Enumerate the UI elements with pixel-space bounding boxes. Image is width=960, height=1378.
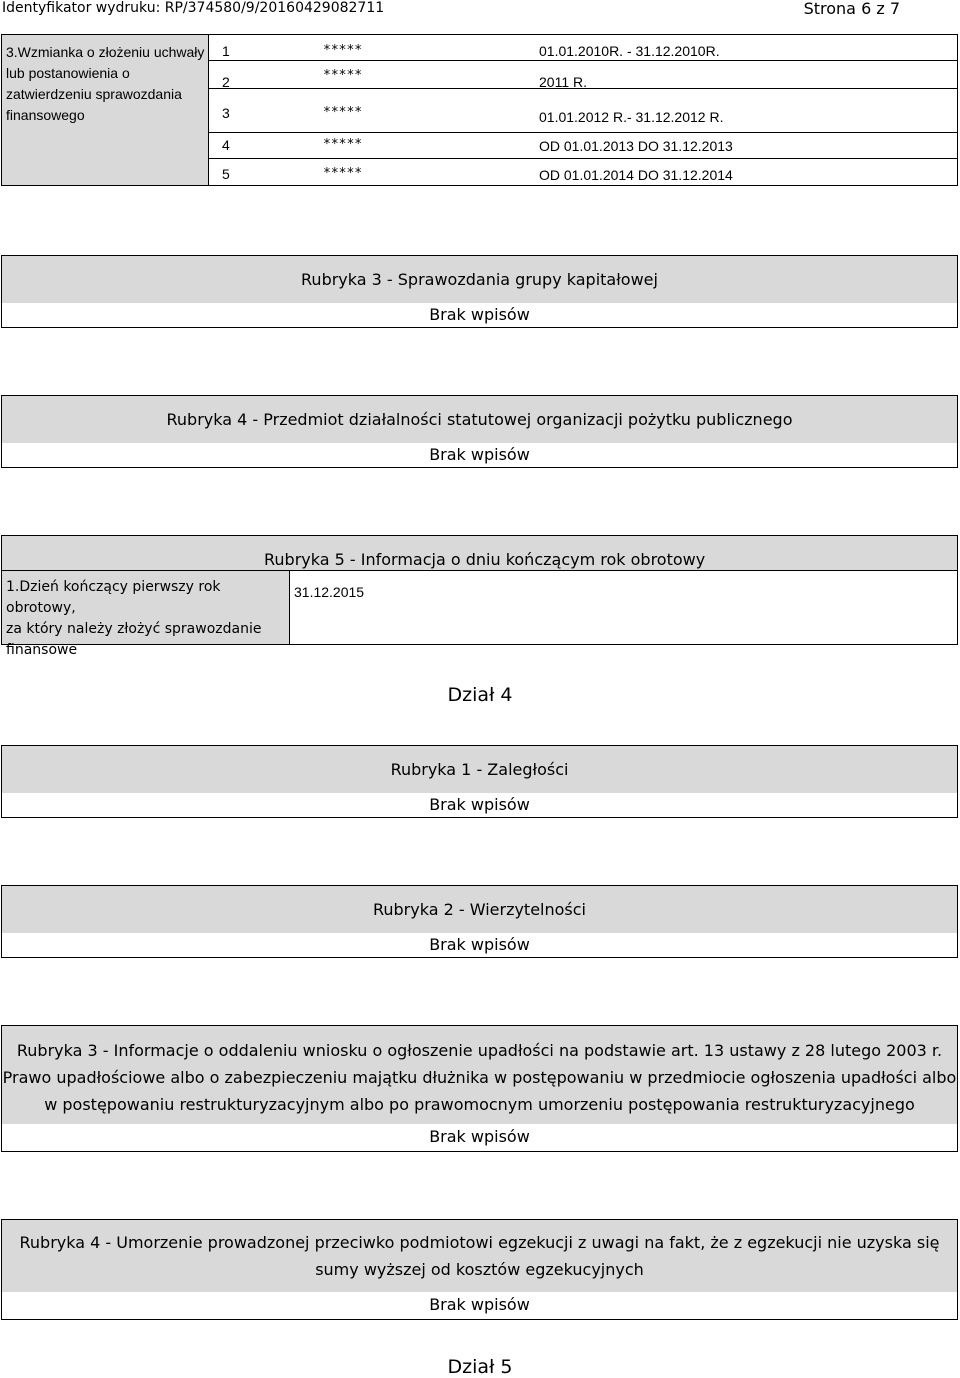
section-arrears <box>1 745 958 818</box>
table-row: 4 ***** OD 01.01.2013 DO 31.12.2013 <box>209 133 957 159</box>
resolution-mention-table <box>1 34 958 186</box>
section-title: Rubryka 1 - Zaległości <box>2 746 957 793</box>
section-value: Brak wpisów <box>429 795 530 814</box>
section-enforcement-discontinued <box>1 1219 958 1320</box>
resolution-mention-label: 3.Wzmianka o złożeniu uchwały lub postanowienia o zatwierdzeniu sprawozdania finansowego <box>2 35 209 185</box>
section-title: Rubryka 4 - Przedmiot działalności statutowej organizacji pożytku publicznego <box>2 396 957 443</box>
fiscal-year-label: 1.Dzień kończący pierwszy rok obrotowy, za który należy złożyć sprawozdanie finansowe <box>2 571 290 644</box>
section-value: Brak wpisów <box>429 305 530 324</box>
section-title: Rubryka 2 - Wierzytelności <box>2 886 957 933</box>
section-bankruptcy-info <box>1 1025 958 1152</box>
table-row: 2 ***** 2011 R. <box>209 61 957 89</box>
section-value: Brak wpisów <box>429 1127 530 1146</box>
section-heading-dzial-5: Dział 5 <box>447 1356 513 1378</box>
table-row: 5 ***** OD 01.01.2014 DO 31.12.2014 <box>222 166 733 183</box>
section-capital-group-reports <box>1 255 958 328</box>
section-fiscal-year-info <box>1 535 958 658</box>
table-row: 3 ***** 01.01.2012 R.- 31.12.2012 R. <box>209 89 957 133</box>
section-statutory-activity <box>1 395 958 468</box>
section-claims <box>1 885 958 958</box>
section-title: Rubryka 5 - Informacja o dniu kończącym rok obrotowy <box>2 536 957 571</box>
section-value: Brak wpisów <box>429 935 530 954</box>
section-value: Brak wpisów <box>429 445 530 464</box>
table-row: 1 ***** 01.01.2010R. - 31.12.2010R. <box>209 35 957 61</box>
print-identifier: Identyfikator wydruku: RP/374580/9/20160429082711 <box>2 0 385 16</box>
section-title: Rubryka 4 - Umorzenie prowadzonej przeciwko podmiotowi egzekucji z uwagi na fakt, że z egzekucji nie uzyska się sumy wyższej od kosztów egzekucyjnych <box>2 1220 957 1292</box>
section-value: Brak wpisów <box>429 1295 530 1314</box>
section-title: Rubryka 3 - Sprawozdania grupy kapitałowej <box>2 256 957 303</box>
section-heading-dzial-4: Dział 4 <box>447 684 513 706</box>
fiscal-year-value: 31.12.2015 <box>294 584 365 600</box>
section-title: Rubryka 3 - Informacje o oddaleniu wniosku o ogłoszenie upadłości na podstawie art. 13 ustawy z 28 lutego 2003 r. Prawo upadłościowe albo o zabezpieczeniu majątku dłużnika w postępowaniu w przedmiocie ogłoszenia upadłości albo w postępowaniu restrukturyzacyjnym albo po prawomocnym umorzeniu postępowania restrukturyzacyjnego <box>2 1026 957 1124</box>
page-number: Strona 6 z 7 <box>803 0 900 18</box>
